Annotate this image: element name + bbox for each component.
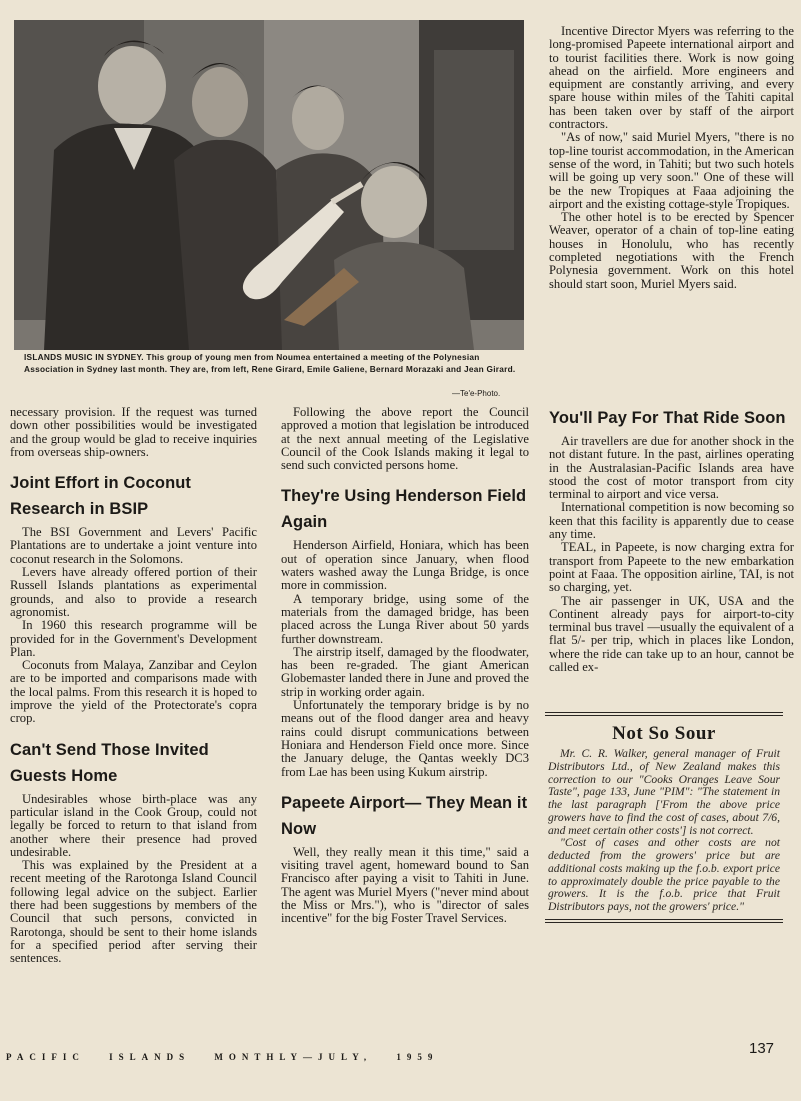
joint-paragraph-1: The BSI Government and Levers' Pacific Plantations are to undertake a joint venture into coconut research in the Solomons. xyxy=(10,525,257,566)
box-body xyxy=(545,748,783,914)
henderson-paragraph-2: A temporary bridge, using some of the materials from the damaged bridge, has been placed across the Lunga River about 50 yards further downstream. xyxy=(281,591,529,646)
col1-paragraph: necessary provision. If the request was turned down other possibilities would be investigated and the group would be glad to receive inquiries from overseas ship-owners. xyxy=(10,405,257,459)
ride-paragraph-3: TEAL, in Papeete, is now charging extra for transport from Papeete to the new embarkation point at Faaa. The opposition airline, TAI, is not so charging, yet. xyxy=(549,540,794,595)
henderson-paragraph-3: The airstrip itself, damaged by the floodwater, has been re-graded. The giant American Globemaster landed there in June and proved the strip in working order again. xyxy=(281,644,529,699)
box-bottom-rule-2 xyxy=(545,922,783,923)
joint-paragraph-2: Levers have already offered portion of their Russell Islands plantations as experimental grounds, and also to provide a research agronomist. xyxy=(10,565,257,619)
col3-paragraph-2: "As of now," said Muriel Myers, "there is no top-line tourist accommodation, in the American sense of the word, in Tahiti; but two such hotels will be going up very soon." One of these will be the new Tropiques at Faaa adjoining the airport and the existing cottage-style Tropiques. xyxy=(549,130,794,211)
guests-paragraph-1: Undesirables whose birth-place was any particular island in the Cook Group, could not legally be forced to return to that island from another where their presence had proved undesirable. xyxy=(10,791,257,859)
running-footer: PACIFIC ISLANDS MONTHLY—JULY, 1959 xyxy=(6,1052,439,1062)
headline-papeete: Papeete Airport— They Mean it Now xyxy=(281,793,528,838)
box-top-rule xyxy=(545,712,783,713)
col2-paragraph: Following the above report the Council approved a motion that legislation be introduced at the next annual meeting of the Legislative Council of the Cook Islands making it legal to send such convicted persons home. xyxy=(281,405,529,473)
headline-joint-effort: Joint Effort in Coconut Research in BSIP xyxy=(10,474,192,519)
joint-paragraph-3: In 1960 this research programme will be provided for in the Government's Development Plan. xyxy=(10,618,257,659)
headline-henderson: They're Using Henderson Field Again xyxy=(281,487,527,532)
ride-paragraph-2: International competition is now becoming so keen that this facility is apparently due to cease any time. xyxy=(549,500,794,542)
box-bottom-rule xyxy=(545,919,783,920)
not-so-sour-box xyxy=(545,712,783,923)
col3-paragraph-1: Incentive Director Myers was referring to the long-promised Papeete international airport and to tourist facilities there. Work is now going ahead on the airfield. More engineers and equipment are constantly arriving, and every spare house within miles of the Tahiti capital has been taken over by staff of the airport contractors. xyxy=(549,24,794,132)
column-1 xyxy=(10,406,257,966)
ride-paragraph-4: The air passenger in UK, USA and the Continent already pays for airport-to-city terminal bus travel —usually the equivalent of a flat 5/- per trip, which in places like London, where the ride can take up to an hour, cannot be called ex- xyxy=(549,593,794,675)
box-paragraph-2: "Cost of cases and other costs are not deducted from the growers' price but are additional costs making up the f.o.b. export price to approximately double the price payable to the growers. It is the f.o.b. price that Fruit Distributors pays, not the growers' price." xyxy=(548,836,780,913)
photo xyxy=(14,20,524,350)
headline-guests: Can't Send Those Invited Guests Home xyxy=(10,740,209,785)
henderson-paragraph-1: Henderson Airfield, Honiara, which has been out of operation since January, when flood waters washed away the Lunga Bridge, is once more in commission. xyxy=(281,538,529,593)
page-number: 137 xyxy=(749,1040,775,1057)
box-title: Not So Sour xyxy=(612,723,716,744)
papeete-paragraph-1: Well, they really mean it this time," said a visiting travel agent, homeward bound to San Francisco after paying a visit to Tahiti in June. The agent was Muriel Myers ("never mind about the Miss or Mrs."), who is "director of sales incentive" for the big Foster Travel Services. xyxy=(281,844,529,926)
headline-ride: You'll Pay For That Ride Soon xyxy=(549,409,786,427)
henderson-paragraph-4: Unfortunately the temporary bridge is by no means out of the flood danger area and heavy rains could disrupt communications between Honiara and Henderson Field once more. Since the January deluge, the Qantas weekly DC3 from Lae has been using Kukum airstrip. xyxy=(281,698,529,779)
column-2 xyxy=(281,406,529,926)
photo-caption: ISLANDS MUSIC IN SYDNEY. This group of young men from Noumea entertained a meeting of the Polynesian Association in Sydney last month. They are, from left, Rene Girard, Emile Galiene, Bernard Morazaki and Jean Girard. xyxy=(24,352,516,374)
photo-image xyxy=(14,20,524,350)
box-paragraph-1: Mr. C. R. Walker, general manager of Fruit Distributors Ltd., of New Zealand makes this correction to our "Cooks Oranges Leave Sour Taste", page 133, June "PIM": "The statement in the last paragraph ['From the above price growers have to find the cost of cases, about 7/6, and meet certain other costs'] is not correct. xyxy=(548,747,780,837)
column-4 xyxy=(549,394,794,674)
ride-paragraph-1: Air travellers are due for another shock in the not distant future. In the past, airlines operating in the Australasian-Pacific Islands area have stood the cost of motor transport from city terminal to airport and vice versa. xyxy=(549,434,794,502)
joint-paragraph-4: Coconuts from Malaya, Zanzibar and Ceylon are to be imported and comparisons made with the local palms. From this research it is hoped to improve the yield of the Protectorate's copra crop. xyxy=(10,658,257,726)
col3-paragraph-3: The other hotel is to be erected by Spencer Weaver, operator of a chain of top-line eating houses in Honolulu, who has recently completed negotiations with the French Polynesia government. Work on this hotel should start soon, Muriel Myers said. xyxy=(549,210,794,291)
box-top-rule-2 xyxy=(545,715,783,716)
column-3 xyxy=(549,25,794,291)
photo-credit: —Te'e-Photo. xyxy=(452,389,501,398)
guests-paragraph-2: This was explained by the President at a recent meeting of the Rarotonga Island Council following legal advice on the subject. Earlier there had been suggestions by members of the Council that such persons, convicted in Rarotonga, should be sent to their home islands for a specified period after serving their sentences. xyxy=(10,858,257,966)
box-bottom-rules xyxy=(545,919,783,923)
